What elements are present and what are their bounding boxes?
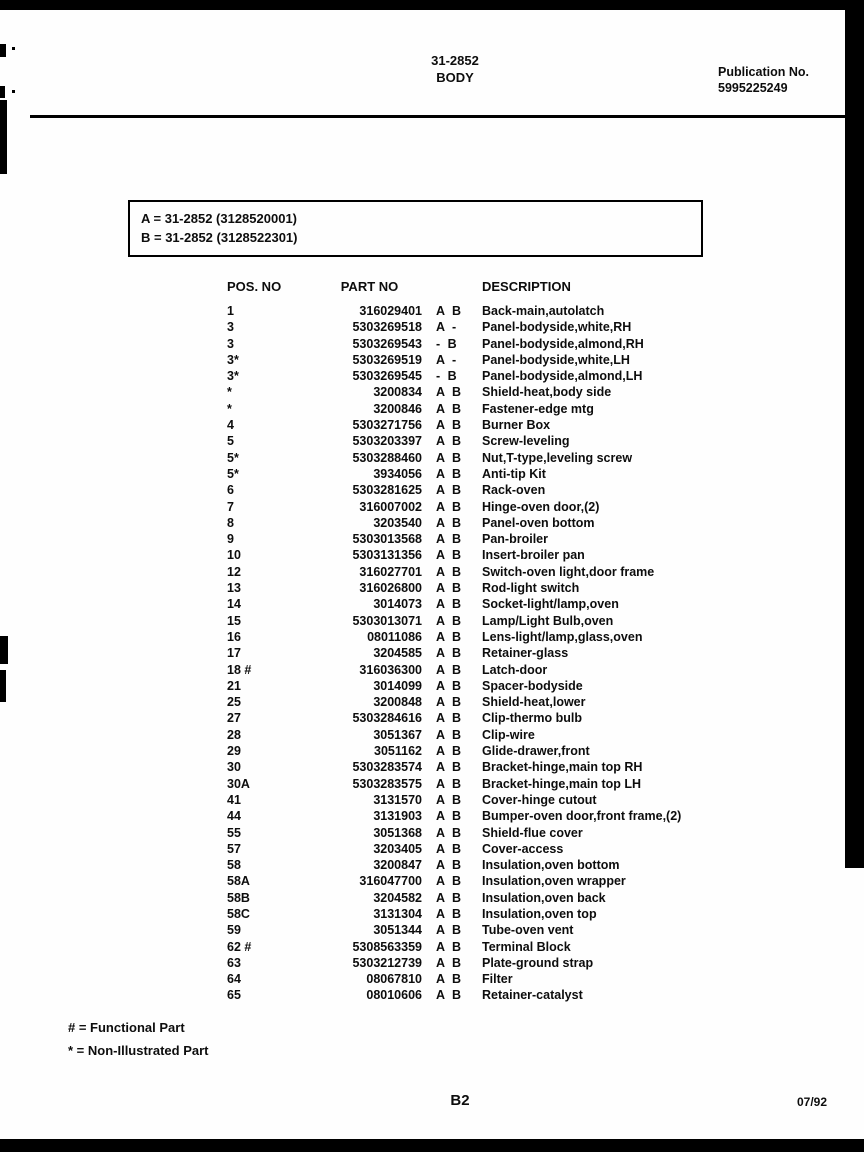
part-no: 3131304 [373, 906, 422, 921]
model-flags: A B [436, 988, 462, 1003]
table-row [227, 972, 827, 988]
pos-no: 57 [227, 841, 241, 856]
part-description: Socket-light/lamp,oven [482, 597, 619, 612]
pos-no: 1 [227, 304, 234, 318]
model-flags: A B [436, 629, 462, 644]
model-key-line-a: A = 31-2852 (3128520001) [141, 211, 297, 226]
model-flags: A B [436, 434, 462, 449]
model-flags: A B [436, 581, 462, 596]
part-no: 08067810 [366, 972, 422, 987]
part-description: Shield-flue cover [482, 825, 583, 840]
part-no: 5303283574 [352, 760, 422, 775]
model-flags: A B [436, 466, 462, 481]
table-row [227, 874, 827, 890]
col-header-model-flags [436, 279, 482, 294]
part-description: Insert-broiler pan [482, 548, 585, 563]
model-flags: A B [436, 972, 462, 987]
part-no: 5303269543 [352, 336, 422, 351]
part-description: Fastener-edge mtg [482, 401, 594, 416]
pos-no: 15 [227, 613, 241, 628]
scan-artifact-bottom-bar [0, 1139, 864, 1152]
model-flags: A B [436, 450, 462, 465]
table-row [227, 337, 827, 353]
part-no: 08011086 [367, 629, 422, 644]
part-description: Plate-ground strap [482, 955, 594, 970]
part-description: Pan-broiler [482, 532, 548, 547]
part-description: Latch-door [482, 662, 548, 677]
part-description: Shield-heat,lower [482, 695, 586, 710]
col-header-description: DESCRIPTION [482, 279, 571, 294]
pos-no: 3* [227, 352, 239, 367]
table-row [227, 320, 827, 336]
model-flags: A B [436, 418, 462, 433]
table-row [227, 826, 827, 842]
scan-artifact-left-speck [0, 86, 5, 98]
part-description: Hinge-oven door,(2) [482, 499, 600, 514]
pos-no: 41 [227, 792, 241, 807]
pos-no: 4 [227, 418, 234, 433]
part-description: Clip-wire [482, 727, 535, 742]
part-description: Nut,T-type,leveling screw [482, 450, 633, 465]
part-no: 5303269545 [352, 369, 422, 384]
part-description: Insulation,oven back [482, 890, 606, 905]
pos-no: 55 [227, 825, 241, 840]
pos-no: 44 [227, 809, 241, 824]
pos-no: 58 [227, 858, 241, 873]
parts-table-header [227, 279, 827, 294]
footnote-non-illustrated-part: * = Non-Illustrated Part [68, 1043, 209, 1058]
part-description: Retainer-catalyst [482, 988, 583, 1003]
table-row [227, 581, 827, 597]
part-description: Bracket-hinge,main top RH [482, 760, 643, 775]
part-description: Panel-bodyside,almond,RH [482, 336, 644, 351]
model-flags: - B [436, 336, 457, 351]
model-flags: A B [436, 304, 462, 318]
part-no: 5303131356 [352, 548, 422, 563]
model-flags: A B [436, 923, 462, 938]
model-flags: A B [436, 906, 462, 921]
model-flags: A B [436, 548, 462, 563]
pos-no: 62 # [227, 939, 252, 954]
model-flags: A B [436, 483, 462, 498]
model-flags: A B [436, 678, 462, 693]
scan-artifact-left-streak [0, 100, 7, 174]
pos-no: 5 [227, 434, 234, 449]
pos-no: 58B [227, 890, 250, 905]
model-flags: A - [436, 352, 457, 367]
table-row [227, 385, 827, 401]
col-header-part-no: PART NO [340, 279, 399, 294]
part-no: 3131903 [373, 809, 422, 824]
doc-number: 31-2852 [431, 53, 479, 68]
pos-no: 3 [227, 320, 234, 335]
table-row [227, 809, 827, 825]
part-no: 3014099 [373, 678, 422, 693]
part-description: Burner Box [482, 418, 551, 433]
col-header-pos-no: POS. NO [227, 279, 282, 294]
pos-no: 28 [227, 727, 241, 742]
model-flags: A B [436, 809, 462, 824]
part-description: Anti-tip Kit [482, 466, 546, 481]
table-row [227, 304, 827, 320]
document-title-block [375, 52, 535, 86]
table-row [227, 565, 827, 581]
pos-no: 12 [227, 564, 241, 579]
part-description: Glide-drawer,front [482, 744, 590, 759]
table-row [227, 597, 827, 613]
part-description: Panel-oven bottom [482, 515, 595, 530]
pos-no: 59 [227, 923, 241, 938]
table-row [227, 434, 827, 450]
pos-no: 16 [227, 629, 241, 644]
part-description: Panel-bodyside,white,LH [482, 352, 630, 367]
table-row [227, 793, 827, 809]
model-flags: A B [436, 499, 462, 514]
model-flags: A B [436, 401, 462, 416]
pos-no: 58A [227, 874, 250, 889]
part-description: Filter [482, 972, 513, 987]
pos-no: 3 [227, 336, 234, 351]
table-row [227, 842, 827, 858]
pos-no: 14 [227, 597, 241, 612]
parts-table-body [227, 304, 827, 1005]
pos-no: 8 [227, 515, 234, 530]
part-no: 5303203397 [352, 434, 422, 449]
model-flags: A B [436, 858, 462, 873]
publication-number: 5995225249 [718, 81, 788, 95]
pos-no: 25 [227, 695, 241, 710]
table-row [227, 630, 827, 646]
pos-no: 9 [227, 532, 234, 547]
part-description: Insulation,oven wrapper [482, 874, 626, 889]
model-flags: A B [436, 792, 462, 807]
part-no: 3200834 [373, 385, 422, 400]
part-no: 316029401 [359, 304, 422, 318]
pos-no: 30A [227, 776, 250, 791]
part-no: 3934056 [373, 466, 422, 481]
model-flags: A B [436, 385, 462, 400]
scan-artifact-right-bar [845, 0, 864, 868]
pos-no: 5* [227, 466, 239, 481]
part-description: Spacer-bodyside [482, 678, 583, 693]
table-row [227, 907, 827, 923]
part-description: Lamp/Light Bulb,oven [482, 613, 614, 628]
footnote-functional-part: # = Functional Part [68, 1020, 185, 1035]
table-row [227, 353, 827, 369]
table-row [227, 402, 827, 418]
pos-no: 6 [227, 483, 234, 498]
publication-label: Publication No. [718, 65, 809, 79]
pos-no: 27 [227, 711, 241, 726]
pos-no: 13 [227, 581, 241, 596]
date-code: 07/92 [797, 1095, 828, 1109]
part-description: Retainer-glass [482, 646, 569, 661]
pos-no: 58C [227, 906, 250, 921]
pos-no: 63 [227, 955, 241, 970]
parts-table [227, 279, 827, 1005]
part-description: Terminal Block [482, 939, 571, 954]
table-row [227, 695, 827, 711]
part-no: 5303013071 [352, 613, 422, 628]
part-no: 3204585 [373, 646, 422, 661]
pos-no: 65 [227, 988, 241, 1003]
model-flags: A B [436, 662, 462, 677]
model-flags: A B [436, 564, 462, 579]
model-flags: A B [436, 890, 462, 905]
table-row [227, 369, 827, 385]
part-no: 5303283575 [352, 776, 422, 791]
model-flags: A B [436, 711, 462, 726]
part-no: 3200848 [373, 695, 422, 710]
part-description: Screw-leveling [482, 434, 570, 449]
part-no: 3014073 [373, 597, 422, 612]
table-row [227, 516, 827, 532]
table-row [227, 500, 827, 516]
table-row [227, 418, 827, 434]
model-flags: A B [436, 597, 462, 612]
part-no: 3051367 [373, 727, 422, 742]
pos-no: 5* [227, 450, 239, 465]
part-description: Switch-oven light,door frame [482, 564, 655, 579]
pos-no: 10 [227, 548, 241, 563]
part-description: Back-main,autolatch [482, 304, 605, 318]
scan-artifact-left-speck [0, 44, 6, 57]
part-no: 5303284616 [352, 711, 422, 726]
part-no: 5303269518 [352, 320, 422, 335]
model-flags: A - [436, 320, 457, 335]
part-no: 3051344 [373, 923, 422, 938]
table-row [227, 728, 827, 744]
model-flags: A B [436, 955, 462, 970]
model-flags: - B [436, 369, 457, 384]
part-description: Shield-heat,body side [482, 385, 612, 400]
part-description: Panel-bodyside,white,RH [482, 320, 632, 335]
table-row [227, 760, 827, 776]
model-flags: A B [436, 939, 462, 954]
pos-no: 30 [227, 760, 241, 775]
part-description: Insulation,oven bottom [482, 858, 620, 873]
table-row [227, 663, 827, 679]
scan-artifact-left-speck [0, 636, 8, 664]
page-number: B2 [450, 1092, 470, 1109]
part-no: 5303269519 [352, 352, 422, 367]
model-flags: A B [436, 874, 462, 889]
model-flags: A B [436, 695, 462, 710]
part-no: 08010606 [366, 988, 422, 1003]
part-no: 5303271756 [352, 418, 422, 433]
part-description: Clip-thermo bulb [482, 711, 582, 726]
part-description: Panel-bodyside,almond,LH [482, 369, 643, 384]
part-no: 5308563359 [352, 939, 422, 954]
part-no: 3051162 [374, 744, 422, 759]
model-flags: A B [436, 825, 462, 840]
pos-no: 17 [227, 646, 241, 661]
model-flags: A B [436, 646, 462, 661]
table-row [227, 956, 827, 972]
part-description: Bumper-oven door,front frame,(2) [482, 809, 682, 824]
model-flags: A B [436, 744, 462, 759]
table-row [227, 614, 827, 630]
part-no: 316026800 [359, 581, 422, 596]
table-row [227, 744, 827, 760]
part-no: 3203405 [373, 841, 422, 856]
part-description: Bracket-hinge,main top LH [482, 776, 642, 791]
part-no: 3131570 [373, 792, 422, 807]
table-row [227, 923, 827, 939]
part-no: 3204582 [373, 890, 422, 905]
table-row [227, 451, 827, 467]
part-description: Rod-light switch [482, 581, 580, 596]
part-description: Insulation,oven top [482, 906, 597, 921]
pos-no: 18 # [227, 662, 252, 677]
model-flags: A B [436, 760, 462, 775]
part-no: 316027701 [359, 564, 422, 579]
part-no: 316007002 [359, 499, 422, 514]
part-no: 3051368 [373, 825, 422, 840]
table-row [227, 646, 827, 662]
header-rule [30, 115, 845, 118]
scan-artifact-dot [12, 47, 15, 50]
scan-artifact-left-speck [0, 670, 6, 702]
pos-no: 29 [227, 744, 241, 759]
part-no: 5303212739 [352, 955, 422, 970]
model-key-box [128, 200, 703, 257]
pos-no: 3* [227, 369, 239, 384]
table-row [227, 988, 827, 1004]
model-flags: A B [436, 776, 462, 791]
part-description: Tube-oven vent [482, 923, 574, 938]
table-row [227, 679, 827, 695]
pos-no: 21 [227, 678, 241, 693]
part-description: Lens-light/lamp,glass,oven [482, 629, 643, 644]
pos-no: * [227, 401, 232, 416]
pos-no: 7 [227, 499, 234, 514]
part-no: 316047700 [359, 874, 422, 889]
part-no: 3203540 [373, 515, 422, 530]
part-no: 3200847 [373, 858, 422, 873]
table-row [227, 777, 827, 793]
scan-artifact-dot [12, 90, 15, 93]
table-row [227, 467, 827, 483]
table-row [227, 548, 827, 564]
part-no: 5303013568 [352, 532, 422, 547]
model-flags: A B [436, 515, 462, 530]
model-flags: A B [436, 841, 462, 856]
table-row [227, 858, 827, 874]
model-flags: A B [436, 727, 462, 742]
part-description: Cover-access [482, 841, 564, 856]
pos-no: * [227, 385, 232, 400]
table-row [227, 891, 827, 907]
scan-artifact-top-bar [0, 0, 864, 10]
table-row [227, 532, 827, 548]
pos-no: 64 [227, 972, 241, 987]
table-row [227, 940, 827, 956]
part-no: 316036300 [359, 662, 422, 677]
model-flags: A B [436, 532, 462, 547]
table-row [227, 711, 827, 727]
part-no: 5303288460 [352, 450, 422, 465]
model-key-line-b: B = 31-2852 (3128522301) [141, 230, 298, 245]
doc-section: BODY [436, 70, 474, 85]
publication-block [718, 64, 848, 96]
model-flags: A B [436, 613, 462, 628]
part-description: Cover-hinge cutout [482, 792, 597, 807]
part-description: Rack-oven [482, 483, 546, 498]
table-row [227, 483, 827, 499]
part-no: 5303281625 [352, 483, 422, 498]
part-no: 3200846 [373, 401, 422, 416]
